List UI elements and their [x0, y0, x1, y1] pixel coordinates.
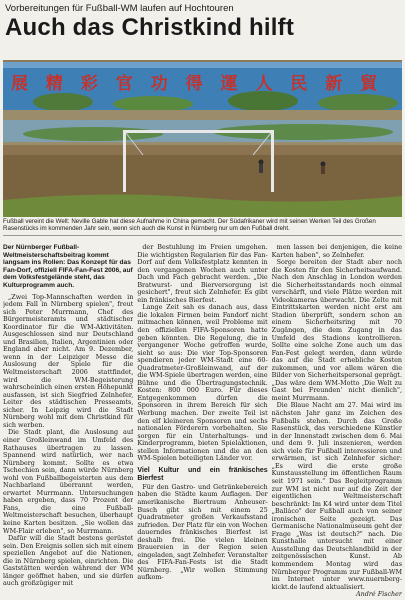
- banner-characters: 展 精 彩 官 功 得 運 人 民 新 貿: [11, 74, 384, 94]
- column-2: [137, 244, 267, 596]
- headline: Auch das Christkind hilft: [5, 14, 295, 41]
- author-byline: André Fischer: [356, 590, 402, 596]
- body-paragraph: „Zwei Top-Mannschaften werden in jedem Fall in Nürnberg spielen", freut sich Peter Murrmann, Chef des Bürgermeisteramts und städtischer Koordinator für die WM-Aktivitäten. Ausgeschlossen sind nur Deutschland und Brasilien, Italien, Argentinien oder England aber nicht. Am 9. Dezember, wenn in der Leipziger Messe die Auslosung der Spiele für die Weltmeisterschaft 2006 stattfindet, wird die WM-Begeisterung wahrscheinlich einen ersten Höhepunkt ausfassen, ist sich Siegfried Zelnhefer, Leiter des städtischen Presseamts, sicher. In Leipzig wird die Stadt Nürnberg wohl mit dem Christkind für sich werben.: [3, 292, 134, 429]
- article-photo: [3, 60, 402, 217]
- body-paragraph: Lange Zeit sah es danach aus, dass die lokalen Firmen beim Fandorf nicht mitmachen können, weil Probleme mit den offiziellen FIFA-Sponsoren hatte geben könnten. Die Regelung, die in vergangener Woche getroffen wurde, sieht so aus: Die vier Top-Sponsoren spendieren jeder WM-Stadt eine 60-Quadratmeter-Großleinwand, auf der die WM-Spiele übertragen werden, eine Bühne und die Übertragungstechnik. Kosten: 800 000 Euro. Für dieses Entgegenkommen dürfen die Sponsoren in ihrem Bereich für sich Werbung machen. Der zweite Teil ist den elf kleineren Sponsoren und sechs nationalen Förderern vorbehalten. Sie sorgen für ein Unterhaltungs- und Kinderprogramm, bieten Spielaktionen, stellen Informationen und die an den WM-Spielen beteiligten Länder vor.: [137, 303, 268, 463]
- article-body: [3, 244, 402, 596]
- body-paragraph: Für den Gastro- und Getränkebereich haben die Städte kaum Auflagen. Der amerikanische Biertraum Anheuser-Busch gibt sich mit einem 25 Quadratmeter großen Verkaufsstand zufrieden. Der Platz für ein von Wochen dauerndes fränkisches Bierfest ist deshalb frei. Die vielen kleinen Brauereien in der Region seien eingeladen, sagt Zelnhefer. Veranstalter des FIFA-Fan-Fests ist die Stadt Nürnberg. „Wir wollen Stimmung aufkom-: [137, 482, 268, 582]
- column-1: [3, 244, 133, 596]
- body-paragraph: Die Stadt plant, die Auslosung auf einer Großleinwand im Umfeld des Rathauses übertragen zu lassen. Spannend wird natürlich, wer nach Nürnberg kommt. Sollte es etwa Tschechien sein, dann würde Nürnberg wohl von Fußballbegeisterten aus dem Nachbarland überrannt werden, erwartet Murrmann. Untersuchungen haben ergeben, dass 70 Prozent der Fans, die eine Fußball-Weltmeisterschaft besuchen, überhaupt keine Karten besitzen. „Sie wollen das WM-Flair erleben", so Murrmann.: [3, 428, 134, 535]
- photo-caption: Fußball vereint die Welt: Neville Gable hat diese Aufnahme in China gemacht. Der Südafrikaner wird mit seinen Werken Teil des Großen Rasenstücks im kommenden Jahr sein, wenn sich auch die Kunst in Nürnberg nur um den Fußball dreht.: [3, 218, 402, 236]
- body-paragraph: der Bestuhlung im Freien umgehen. Die wichtigsten Regularien für das Fan-Dorf auf dem Volksfestplatz kennten in den vergangenen Wochen auch unter Dach und Fach gebracht werden. „Die Bratwurst- und Bierversorgung ist gesichert", freut sich Zelnhefer. Es gibt ein fränkisches Bierfest.: [137, 244, 268, 304]
- column-3: [272, 244, 402, 596]
- body-paragraph: Die Blaue Nacht am 27. Mai wird im nächsten Jahr ganz im Zeichen des Fußballs stehen. Durch das Große Rasenstück, das verschiedene Künstler in der Innenstadt zwischen dem 6. Mai und dem 9. Juli inszenieren, werden sich viele für Fußball interessieren und erwärmen, ist sich Zelnhefer sicher: „Es wird die erste große Kunstausstellung im öffentlichen Raum seit 1971 sein." Das Begleitprogramm zur WM ist nicht nur auf die Zeit der eigentlichen Weltmeisterschaft beschränkt: Im K4 wird unter dem Titel „Balláco" der Fußball auch von seiner ironischen Seite gezeigt. Das Germanische Nationalmuseum geht der Frage „Was ist deutsch?" nach. Die Kunsthalle untersucht mit einer Ausstellung das Deutschlandbild in der zeitgenössischen Kunst. Ab kommendem Montag wird das Nürnberger Programm zur Fußball-WM im Internet unter www.nuernberg-kickt.de laufend aktualisiert.: [271, 401, 402, 591]
- body-paragraph: Sorge bereiten der Stadt aber noch die Kosten für den Sicherheitsaufwand. Nach den Anschlag in London werden die Sicherheitsstandards noch einmal verschärft, und viele Plätze werden mit Videokameras überwacht. Die Zelte mit Eintrittskarten werden nicht erst am Stadion überprüft, sondern schon an einem Sicherheitsring mit 70 Zugängen, die dem Zugang in das Umfeld des Stadions kontrollieren. Sollte eine solche Zone auch um das Fan-Fest gelegt werden, dann würde das auf die Stadt erhebliche Kosten zukommen, und vor allem wären die Bilder von Sicherheitspersonal geprägt. „Das wäre dem WM-Motto ‚Die Welt zu Gast bei Freunden' nicht dienlich", meint Murrmann.: [271, 258, 402, 402]
- body-paragraph: Dafür will die Stadt bestens gerüstet sein. Den Ereignis sollen sich mit einem speziellen Angebot auf die Nationen, die in Nürnberg spielen, einrichten. Die Gaststätten werden während der WM länger geöffnet haben, und sie dürfen auch großzügiger mit: [3, 534, 134, 588]
- subheading: Viel Kultur und ein fränkisches Bierfest: [137, 466, 268, 482]
- lead-paragraph: Der Nürnberger Fußball-Weltmeisterschaftsbeitrag kommt langsam ins Rollen: Das Konzept für das Fan-Dorf, offiziell FIFA-Fan-Fest 2006, auf dem Volksfestgelände steht, das Kulturprogramm auch.: [3, 244, 133, 289]
- kicker: Vorbereitungen für Fußball-WM laufen auf Hochtouren: [5, 3, 234, 14]
- body-paragraph: men lassen bei denjenigen, die keine Karten haben", so Zelnhefer.: [271, 244, 402, 259]
